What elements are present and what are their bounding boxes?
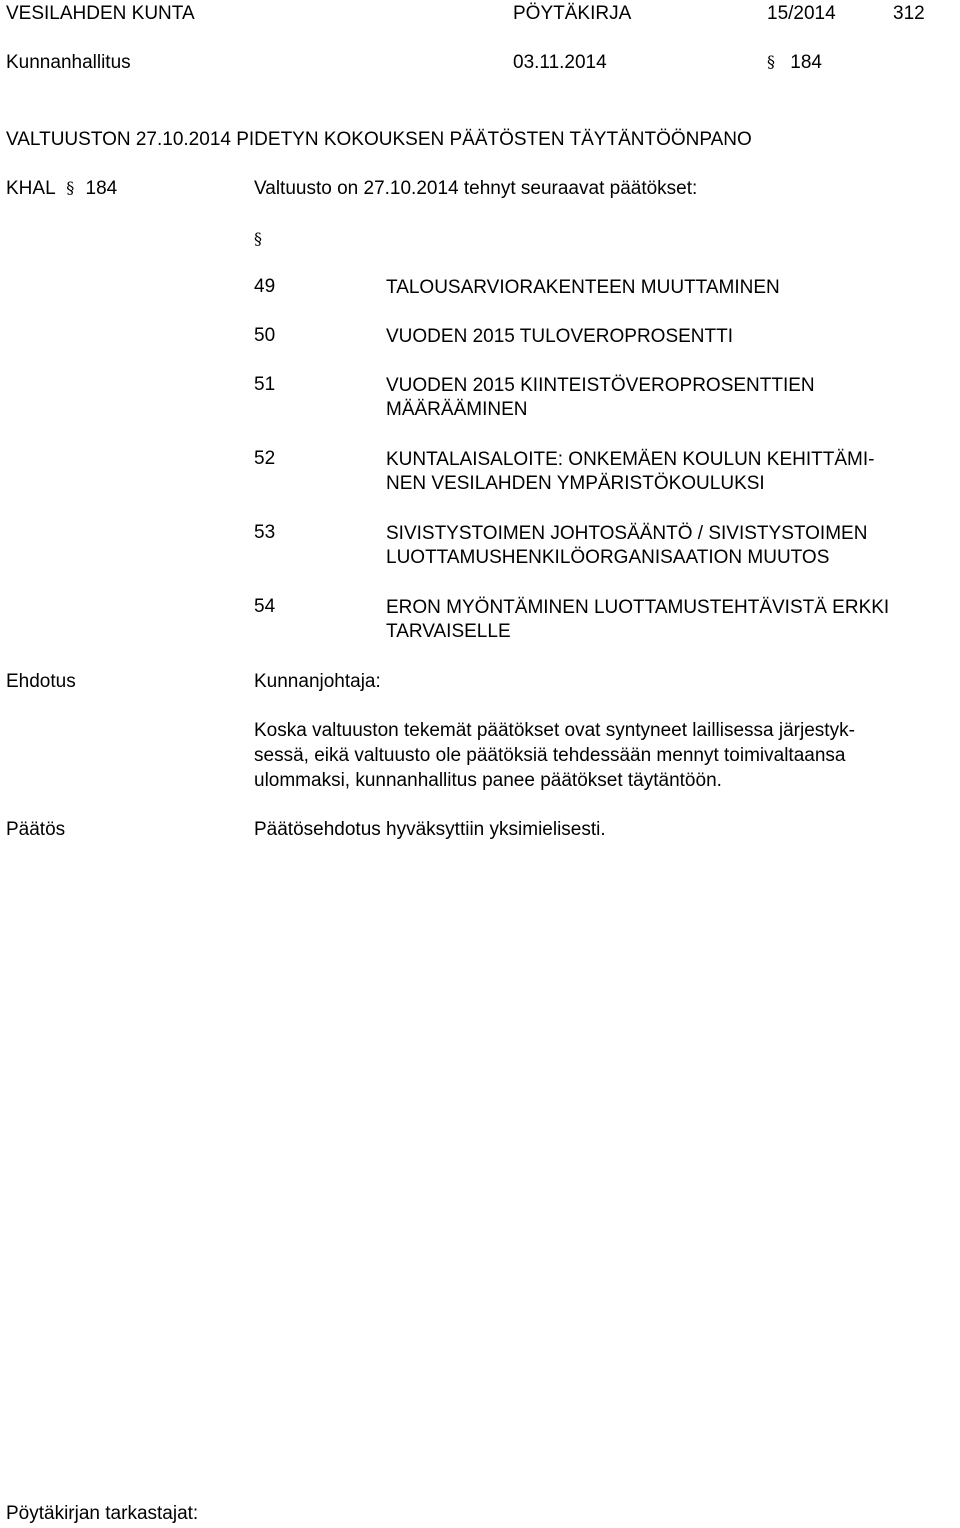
decision-label: Päätös [6, 819, 66, 840]
decision-number: 54 [254, 596, 276, 617]
section-symbol: § [66, 178, 75, 197]
decision-number: 53 [254, 522, 276, 543]
list-item [0, 276, 960, 300]
list-item [0, 325, 960, 349]
section-symbol: § [767, 52, 775, 71]
document-number: 15/2014 [767, 3, 836, 24]
meeting-date: 03.11.2014 [513, 52, 607, 73]
list-item [0, 596, 960, 644]
proposer: Kunnanjohtaja: [254, 671, 381, 692]
list-item [0, 522, 960, 570]
decision-text: Päätösehdotus hyväksyttiin yksimielisesti. [254, 819, 606, 840]
reviewers-label: Pöytäkirjan tarkastajat: [6, 1503, 199, 1524]
decision-title: VUODEN 2015 TULOVEROPROSENTTI [386, 326, 734, 347]
intro-text: Valtuusto on 27.10.2014 tehnyt seuraavat päätökset: [254, 178, 698, 199]
header-section-ref [767, 51, 822, 75]
decision-number: 49 [254, 276, 276, 297]
khal-section-number: 184 [85, 178, 118, 199]
page-number: 312 [893, 3, 925, 24]
decision-title: SIVISTYSTOIMEN JOHTOSÄÄNTÖ / SIVISTYSTOIMEN LUOTTAMUSHENKILÖORGANISAATION MUUTOS [386, 523, 868, 568]
decision-title: VUODEN 2015 KIINTEISTÖVEROPROSENTTIEN MÄÄRÄÄMINEN [386, 375, 815, 420]
decision-title: KUNTALAISALOITE: ONKEMÄEN KOULUN KEHITTÄMI- NEN VESILAHDEN YMPÄRISTÖKOULUKSI [386, 449, 875, 494]
decision-number: 50 [254, 325, 276, 346]
decision-number: 51 [254, 374, 276, 395]
meeting-body: Kunnanhallitus [6, 52, 131, 73]
khal-label: KHAL [6, 178, 55, 199]
proposal-text: Koska valtuuston tekemät päätökset ovat syntyneet laillisessa järjestyk- sessä, eikä valtuusto ole päätöksiä tehdessään mennyt toimivaltaansa ulommaksi, kunnanhallitus panee päätökset täytäntöön. [254, 720, 855, 791]
page-title: VALTUUSTON 27.10.2014 PIDETYN KOKOUKSEN PÄÄTÖSTEN TÄYTÄNTÖÖNPANO [6, 129, 752, 150]
header-section-number: 184 [790, 52, 822, 73]
decision-title: ERON MYÖNTÄMINEN LUOTTAMUSTEHTÄVISTÄ ERKKI TARVAISELLE [386, 597, 890, 642]
list-item [0, 448, 960, 496]
khal-reference [6, 177, 117, 201]
decision-list-symbol: § [254, 229, 262, 248]
decision-title: TALOUSARVIORAKENTEEN MUUTTAMINEN [386, 277, 780, 298]
proposal-label: Ehdotus [6, 671, 76, 692]
municipality-name: VESILAHDEN KUNTA [6, 3, 195, 24]
decision-number: 52 [254, 448, 276, 469]
list-item [0, 374, 960, 422]
document-type: PÖYTÄKIRJA [513, 3, 632, 24]
